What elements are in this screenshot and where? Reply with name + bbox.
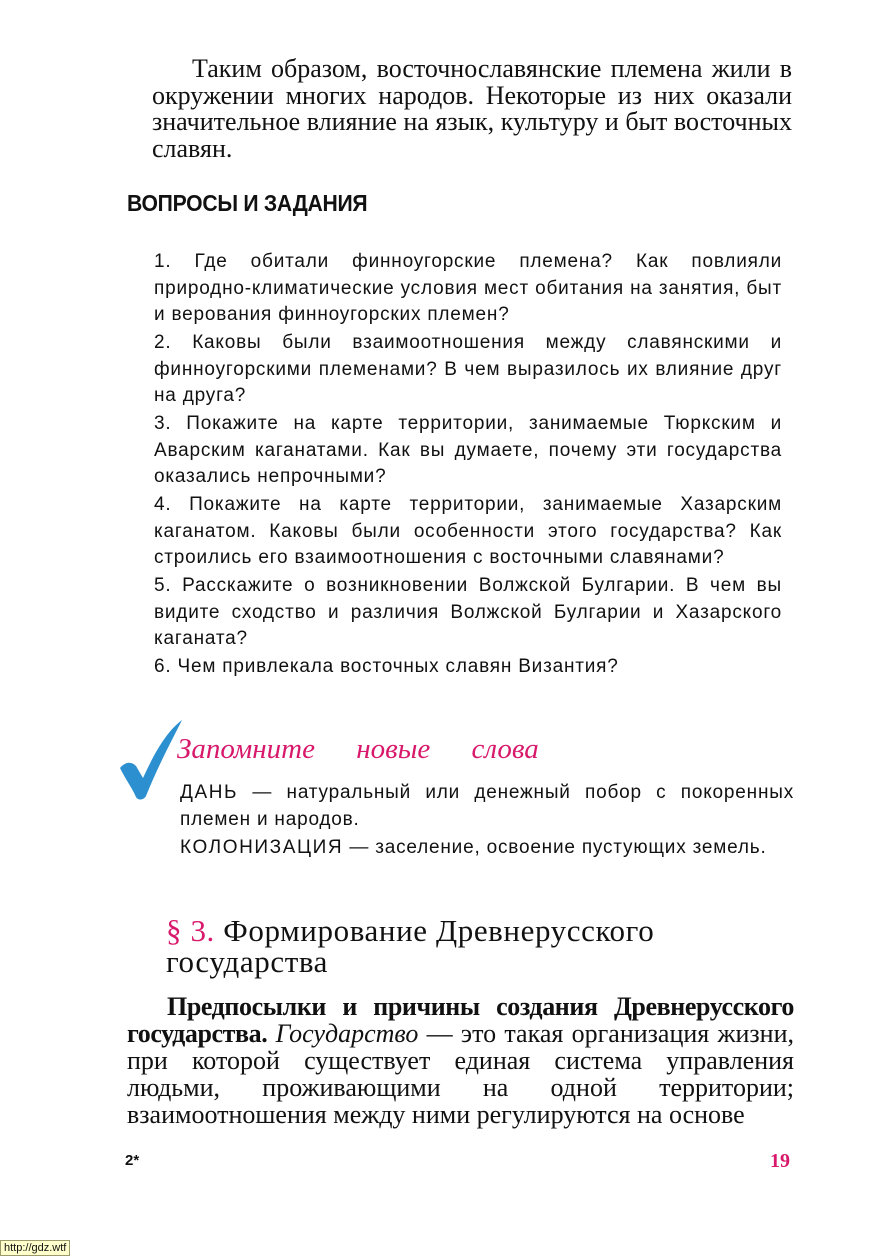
page-number: 19 — [770, 1150, 790, 1172]
checkmark-icon — [116, 718, 186, 803]
body-paragraph — [127, 993, 794, 1128]
signature-mark: 2* — [125, 1152, 140, 1169]
watermark-link[interactable]: http://gdz.wtf — [0, 1240, 70, 1256]
question-item: 2. Каковы были взаимоотношения между славянскими и финноугорскими племенами? В чем выразилось их влияние друг на друга? — [154, 332, 782, 406]
glossary-dash: — — [343, 836, 376, 858]
glossary-term: КОЛОНИЗАЦИЯ — [180, 836, 344, 858]
section-number: § 3. — [166, 913, 215, 948]
glossary-dash: — — [238, 782, 287, 803]
question-item: 4. Покажите на карте территории, занимаемые Хазарским каганатом. Каковы были особенности этого государства? Как строились его взаимоотношения с восточными славянами? — [154, 494, 782, 568]
glossary-definition: натуральный или денежный побор с покоренных племен и народов. — [180, 782, 794, 830]
questions-heading: ВОПРОСЫ И ЗАДАНИЯ — [127, 190, 368, 216]
section-heading — [166, 915, 806, 977]
glossary-definition: заселение, освоение пустующих земель. — [375, 836, 767, 858]
intro-paragraph: Таким образом, восточнославянские племена жили в окружении многих народов. Некоторые из них оказали значительное влияние на язык, культуру и быт восточных славян. — [152, 54, 792, 163]
body-text — [127, 993, 794, 1128]
question-item: 3. Покажите на карте территории, занимаемые Тюркским и Аварским каганатами. Как вы думаете, почему эти государства оказались непрочными? — [154, 413, 782, 487]
body-subheading: Предпосылки и причины создания Древнерусского государства. — [127, 992, 794, 1048]
glossary — [180, 780, 794, 863]
question-item: 1. Где обитали финноугорские племена? Как повлияли природно-климатические условия мест обитания на занятия, быт и верования финноугорских племен? — [154, 251, 782, 325]
body-definition: — это такая организация жизни, при которой существует единая система управления людьми, проживающими на одной территории; взаимоотношения между ними регулируются на основе — [127, 1019, 794, 1129]
intro-block — [152, 56, 792, 162]
glossary-entry — [180, 780, 794, 833]
glossary-entry — [180, 835, 794, 862]
body-term: Государство — [275, 1019, 419, 1048]
question-item: 5. Расскажите о возникновении Волжской Булгарии. В чем вы видите сходство и различия Волжской Булгарии и Хазарского каганата? — [154, 575, 782, 649]
section-title: Формирование Древнерусского государства — [166, 913, 655, 979]
glossary-term: ДАНЬ — [180, 782, 239, 803]
questions-list — [154, 249, 782, 682]
question-item: 6. Чем привлекала восточных славян Византия? — [154, 656, 619, 677]
remember-title: Запомните новые слова — [177, 733, 539, 765]
